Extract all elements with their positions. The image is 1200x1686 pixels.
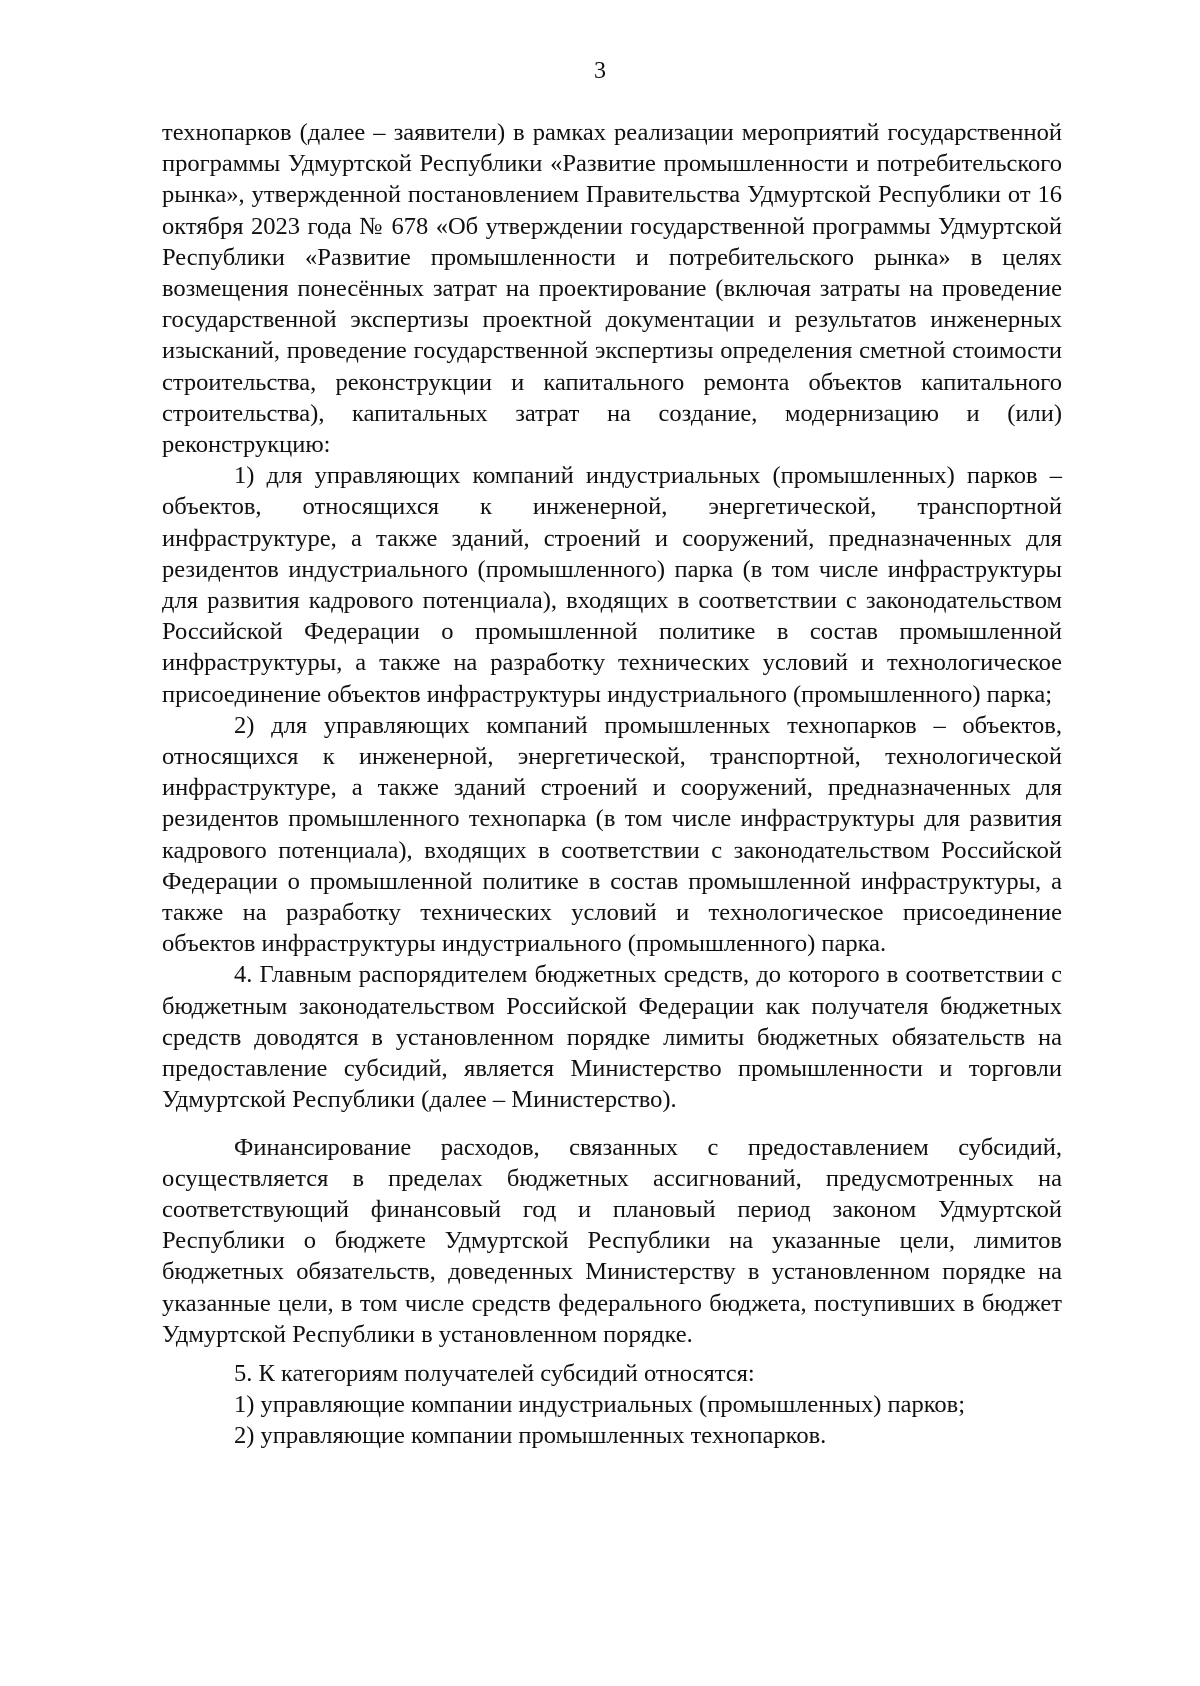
paragraph-category-1: 1) управляющие компании индустриальных (промышленных) парков; [234, 1391, 966, 1419]
paragraph-category-2: 2) управляющие компании промышленных технопарков. [234, 1422, 827, 1450]
paragraph-clause-4: 4. Главным распорядителем бюджетных средств, до которого в соответствии с бюджетным законодательством Российской Федерации как получателя бюджетных средств доводятся в установленном порядке лимиты бюджетных обязательств на предоставление субсидий, является Министерство промышленности и торговли Удмуртской Республики (далее – Министерство). [162, 961, 1062, 1114]
paragraph-continuation: технопарков (далее – заявители) в рамках реализации мероприятий государственной программы Удмуртской Республики «Развитие промышленности и потребительского рынка», утвержденной постановлением Правительства Удмуртской Республики от 16 октября 2023 года № 678 «Об утверждении государственной программы Удмуртской Республики «Развитие промышленности и потребительского рынка» в целях возмещения понесённых затрат на проектирование (включая затраты на проведение государственной экспертизы проектной документации и результатов инженерных изысканий, проведение государственной экспертизы определения сметной стоимости строительства, реконструкции и капитального ремонта объектов капитального строительства), капитальных затрат на создание, модернизацию и (или) реконструкцию: [162, 119, 1062, 459]
paragraph-item-2: 2) для управляющих компаний промышленных технопарков – объектов, относящихся к инженерной, энергетической, транспортной, технологической инфраструктуре, а также зданий строений и сооружений, предназначенных для резидентов промышленного технопарка (в том числе инфраструктуры для развития кадрового потенциала), входящих в соответствии с законодательством Российской Федерации о промышленной политике в состав промышленной инфраструктуры, а также на разработку технических условий и технологическое присоединение объектов инфраструктуры индустриального (промышленного) парка. [162, 711, 1062, 958]
page-number: 3 [594, 58, 606, 84]
document-body [162, 117, 1062, 1452]
paragraph-clause-5: 5. К категориям получателей субсидий относятся: [234, 1359, 755, 1387]
paragraph-financing: Финансирование расходов, связанных с предоставлением субсидий, осуществляется в пределах бюджетных ассигнований, предусмотренных на соответствующий финансовый год и плановый период законом Удмуртской Республики о бюджете Удмуртской Республики на указанные цели, лимитов бюджетных обязательств, доведенных Министерству в установленном порядке на указанные цели, в том числе средств федерального бюджета, поступивших в бюджет Удмуртской Республики в установленном порядке. [162, 1133, 1062, 1348]
paragraph-item-1: 1) для управляющих компаний индустриальных (промышленных) парков – объектов, относящихся к инженерной, энергетической, транспортной инфраструктуре, а также зданий, строений и сооружений, предназначенных для резидентов индустриального (промышленного) парка (в том числе инфраструктуры для развития кадрового потенциала), входящих в соответствии с законодательством Российской Федерации о промышленной политике в состав промышленной инфраструктуры, а также на разработку технических условий и технологическое присоединение объектов инфраструктуры индустриального (промышленного) парка; [162, 462, 1062, 708]
